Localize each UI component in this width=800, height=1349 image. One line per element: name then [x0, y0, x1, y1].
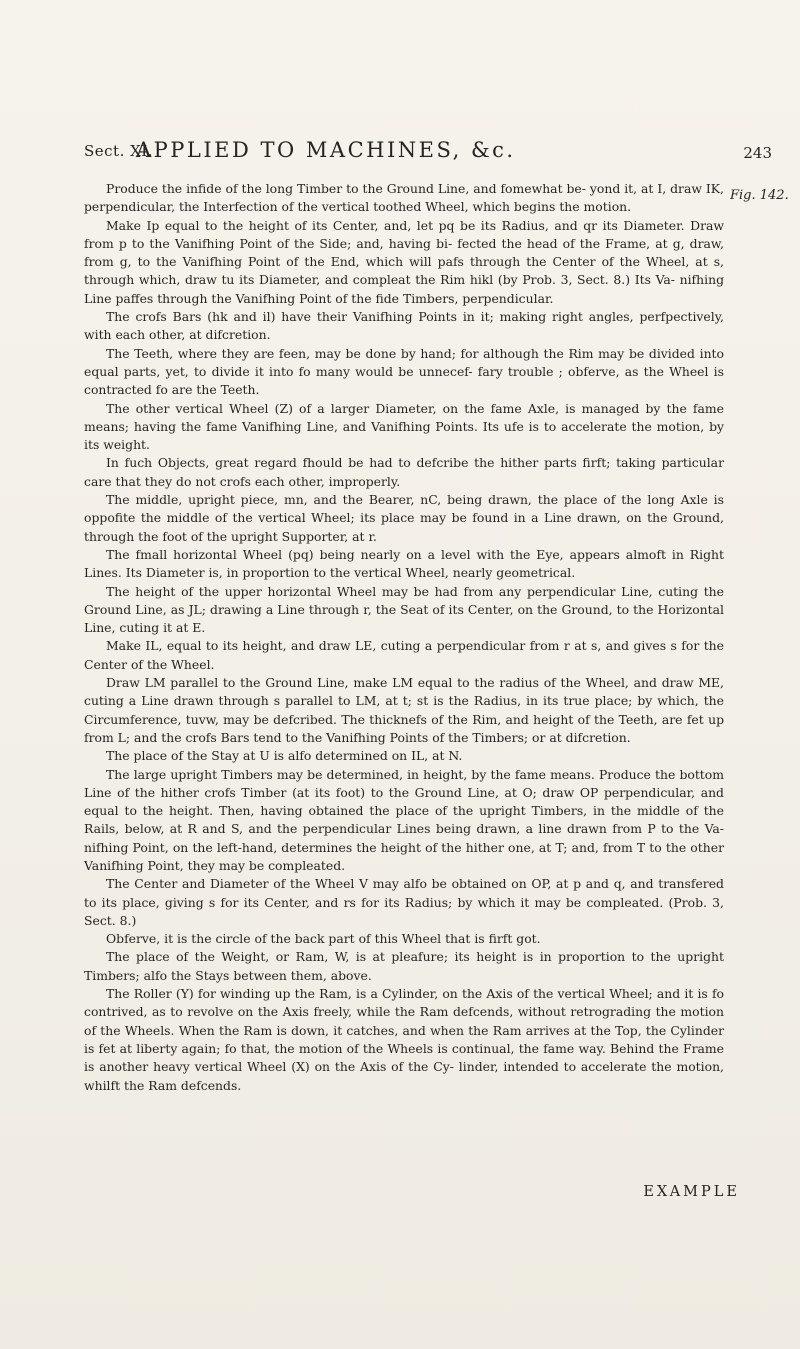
- paragraph: Make Ip equal to the height of its Center, and, let pq be its Radius, and qr its Diameter. Draw from p to the Vanifhing Point of the Side; and, having bi- fected the head of the Frame, at g, draw, from g, to the Vanifhing Point of the End, which will pafs through the Center of the Wheel, at s, through which, draw tu its Diameter, and compleat the Rim hikl (by Prob. 3, Sect. 8.) Its Va- nifhing Line paffes through the Vanifhing Point of the fide Timbers, perpendicular.: [84, 217, 724, 306]
- paragraph: Draw LM parallel to the Ground Line, make LM equal to the radius of the Wheel, and draw ME, cuting a Line drawn through s parallel to LM, at t; st is the Radius, in its true place; by which, the Circumference, tuvw, may be defcribed. The thicknefs of the Rim, and height of the Teeth, are fet up from L; and the crofs Bars tend to the Vanifhing Points of the Timbers; or at difcretion.: [84, 675, 724, 745]
- paragraph: The middle, upright piece, mn, and the Bearer, nC, being drawn, the place of the long Axle is oppofite the middle of the vertical Wheel; its place may be found in a Line drawn, on the Ground, through the foot of the upright Supporter, at r.: [84, 492, 724, 544]
- paragraph: Produce the infide of the long Timber to the Ground Line, and fomewhat be- yond it, at I, draw IK, perpendicular, the Interfection of the vertical toothed Wheel, which begins the motion.: [84, 181, 724, 215]
- paragraph: In fuch Objects, great regard fhould be had to defcribe the hither parts firft; taking particular care that they do not crofs each other, improperly.: [84, 455, 724, 489]
- paragraph: The large upright Timbers may be determined, in height, by the fame means. Produce the bottom Line of the hither crofs Timber (at its foot) to the Ground Line, at O; draw OP perpendicular, and equal to the height. Then, having obtained the place of the upright Timbers, in the middle of the Rails, below, at R and S, and the perpendicular Lines being drawn, a line drawn from P to the Va- nifhing Point, on the left-hand, determines the height of the hither one, at T; and, from T to the other Vanifhing Point, they may be compleated.: [84, 766, 724, 873]
- catchword: EXAMPLE: [643, 1184, 740, 1200]
- body-text: [84, 180, 724, 1095]
- paragraph: The Center and Diameter of the Wheel V may alfo be obtained on OP, at p and q, and transfered to its place, giving s for its Center, and rs for its Radius; by which it may be compleated. (Prob. 3, Sect. 8.): [84, 876, 724, 928]
- paragraph: Make IL, equal to its height, and draw LE, cuting a perpendicular from r at s, and gives s for the Center of the Wheel.: [84, 638, 724, 672]
- paragraph: The place of the Weight, or Ram, W, is at pleafure; its height is in proportion to the upright Timbers; alfo the Stays between them, above.: [84, 949, 724, 983]
- paragraph: Obferve, it is the circle of the back part of this Wheel that is firft got.: [106, 931, 541, 947]
- paragraph: The Roller (Y) for winding up the Ram, is a Cylinder, on the Axis of the vertical Wheel; and it is fo contrived, as to revolve on the Axis freely, while the Ram defcends, without retrograding the motion of the Wheels. When the Ram is down, it catches, and when the Ram arrives at the Top, the Cylinder is fet at liberty again; fo that, the motion of the Wheels is continual, the fame way. Behind the Frame is another heavy vertical Wheel (X) on the Axis of the Cy- linder, intended to accelerate the motion, whilft the Ram defcends.: [84, 986, 724, 1093]
- paragraph: The Teeth, where they are feen, may be done by hand; for although the Rim may be divided into equal parts, yet, to divide it into fo many would be unnecef- fary trouble ; obferve, as the Wheel is contracted fo are the Teeth.: [84, 345, 724, 398]
- running-title: APPLIED TO MACHINES, &c.: [136, 138, 516, 162]
- figure-reference: Fig. 142.: [730, 188, 789, 203]
- paragraph: The fmall horizontal Wheel (pq) being nearly on a level with the Eye, appears almoft in Right Lines. Its Diameter is, in proportion to the vertical Wheel, nearly geometrical.: [84, 546, 724, 581]
- section-label: Sect. XI.: [84, 142, 153, 160]
- page-number: 243: [743, 144, 772, 162]
- running-header: [84, 138, 772, 168]
- paragraph: The height of the upper horizontal Wheel may be had from any perpendicular Line, cuting the Ground Line, as JL; drawing a Line through r, the Seat of its Center, on the Ground, to the Horizontal Line, cuting it at E.: [84, 583, 724, 636]
- paragraph: The crofs Bars (hk and il) have their Vanifhing Points in it; making right angles, perfpectively, with each other, at difcretion.: [84, 309, 724, 343]
- paragraph: The place of the Stay at U is alfo determined on IL, at N.: [106, 748, 463, 764]
- paragraph: The other vertical Wheel (Z) of a larger Diameter, on the fame Axle, is managed by the fame means; having the fame Vanifhing Line, and Vanifhing Points. Its ufe is to accelerate the motion, by its weight.: [84, 400, 724, 453]
